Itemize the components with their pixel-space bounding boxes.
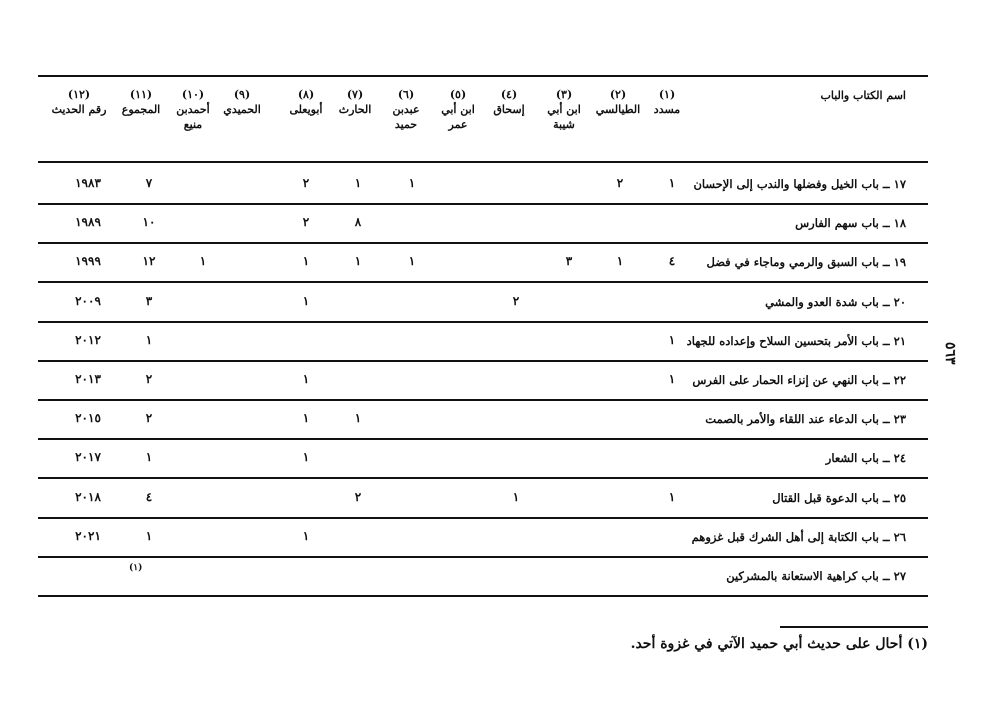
row-title: ٢٣ ــ باب الدعاء عند اللقاء والأمر بالصمت bbox=[705, 412, 906, 426]
header-col-4-num: (٤) bbox=[500, 88, 518, 101]
table-row bbox=[38, 518, 928, 556]
row-hadith-number: ٢٠١٧ bbox=[75, 450, 101, 464]
row-cell-c8: ١ bbox=[302, 411, 310, 425]
header-col-6-label: عبدبن حميد bbox=[392, 103, 420, 131]
row-hadith-number: ٢٠٠٩ bbox=[75, 294, 101, 308]
header-col-10 bbox=[168, 87, 218, 132]
row-cell-c4: ١ bbox=[512, 490, 520, 504]
header-name: اسم الكتاب والباب bbox=[820, 89, 906, 102]
row-cell-c1: ١ bbox=[668, 372, 676, 386]
row-title: ٢٥ ــ باب الدعوة قبل القتال bbox=[772, 491, 906, 505]
header-col-9 bbox=[212, 87, 272, 117]
row-hadith-number: ٢٠١٨ bbox=[75, 490, 101, 504]
row-title: ١٩ ــ باب السبق والرمي وماجاء في فضل bbox=[706, 255, 906, 269]
row-cell-c7: ١ bbox=[354, 176, 362, 190]
table-row bbox=[38, 361, 928, 399]
header-col-1 bbox=[642, 87, 692, 117]
header-col-12-num: (١٢) bbox=[67, 88, 91, 101]
row-hadith-number: ٢٠٢١ bbox=[75, 529, 101, 543]
row-total: ٢ bbox=[145, 411, 153, 425]
row-cell-c8: ١ bbox=[302, 450, 310, 464]
row-hadith-number: ٢٠١٢ bbox=[75, 333, 101, 347]
row-total: (١) bbox=[129, 563, 143, 573]
row-cell-c8: ١ bbox=[302, 294, 310, 308]
row-cell-c2: ٢ bbox=[616, 176, 624, 190]
footnote: (١) أحال على حديث أبي حميد الآتي في غزوة أحد. bbox=[630, 636, 928, 652]
header-col-1-num: (١) bbox=[658, 88, 676, 101]
table-row bbox=[38, 165, 928, 203]
row-cell-c8: ١ bbox=[302, 529, 310, 543]
header-col-3 bbox=[542, 87, 586, 132]
row-total: ١٢ bbox=[142, 254, 156, 268]
header-col-10-num: (١٠) bbox=[181, 88, 205, 101]
header-col-11-label: المجموع bbox=[121, 103, 161, 116]
header-col-7-num: (٧) bbox=[346, 88, 364, 101]
header-col-12 bbox=[44, 87, 114, 117]
header-col-5-num: (٥) bbox=[449, 88, 467, 101]
header-col-12-label: رقم الحديث bbox=[51, 103, 107, 116]
header-col-10-label: أحمدبن منيع bbox=[176, 103, 210, 131]
header-col-1-label: مسدد bbox=[653, 103, 681, 116]
table-row bbox=[38, 243, 928, 281]
row-cell-c1: ١ bbox=[668, 333, 676, 347]
row-total: ٤ bbox=[145, 490, 153, 504]
row-total: ١ bbox=[145, 529, 153, 543]
header-col-9-label: الحميدي bbox=[223, 103, 261, 116]
header-col-4 bbox=[484, 87, 534, 117]
header-col-7-label: الحارث bbox=[338, 103, 372, 116]
row-cell-c2: ١ bbox=[616, 254, 624, 268]
header-bottom-rule bbox=[38, 161, 928, 163]
row-total: ١٠ bbox=[142, 215, 156, 229]
header-col-2-num: (٢) bbox=[609, 88, 627, 101]
header-col-9-num: (٩) bbox=[233, 88, 251, 101]
row-total: ٧ bbox=[145, 176, 153, 190]
header-col-3-label: ابن أبي شيبة bbox=[547, 103, 581, 131]
row-cell-c8: ١ bbox=[302, 372, 310, 386]
header-col-11-num: (١١) bbox=[129, 88, 153, 101]
header-col-8 bbox=[278, 87, 334, 117]
row-total: ٣ bbox=[145, 294, 153, 308]
header-col-11 bbox=[114, 87, 168, 117]
row-title: ٢١ ــ باب الأمر بتحسين السلاح وإعداده للجهاد bbox=[686, 334, 906, 348]
row-title: ٢٠ ــ باب شدة العدو والمشي bbox=[765, 295, 906, 309]
row-divider bbox=[38, 595, 928, 597]
table-top-rule bbox=[38, 75, 928, 77]
row-title: ١٨ ــ باب سهم الفارس bbox=[795, 216, 906, 230]
header-col-8-label: أبويعلى bbox=[289, 103, 323, 116]
row-total: ١ bbox=[145, 333, 153, 347]
header-col-4-label: إسحاق bbox=[493, 103, 525, 116]
row-title: ٢٦ ــ باب الكتابة إلى أهل الشرك قبل غزوهم bbox=[691, 530, 906, 544]
header-col-7 bbox=[330, 87, 380, 117]
row-hadith-number: ٢٠١٣ bbox=[75, 372, 101, 386]
row-hadith-number: ١٩٨٣ bbox=[75, 176, 101, 190]
row-cell-c8: ٢ bbox=[302, 215, 310, 229]
header-col-6 bbox=[384, 87, 428, 132]
table-row bbox=[38, 479, 928, 517]
table-row bbox=[38, 557, 928, 595]
header-col-6-num: (٦) bbox=[397, 88, 415, 101]
row-cell-c8: ١ bbox=[302, 254, 310, 268]
row-hadith-number: ١٩٩٩ bbox=[75, 254, 101, 268]
header-col-8-num: (٨) bbox=[297, 88, 315, 101]
header-col-5-label: ابن أبي عمر bbox=[441, 103, 475, 131]
row-cell-c6: ١ bbox=[408, 176, 416, 190]
row-total: ١ bbox=[145, 450, 153, 464]
row-title: ١٧ ــ باب الخيل وفضلها والندب إلى الإحسان bbox=[693, 177, 906, 191]
row-cell-c1: ١ bbox=[668, 176, 676, 190]
row-title: ٢٢ ــ باب النهي عن إنزاء الحمار على الفرس bbox=[692, 373, 906, 387]
table-row bbox=[38, 439, 928, 477]
row-cell-c7: ١ bbox=[354, 254, 362, 268]
header-col-2-label: الطيالسي bbox=[595, 103, 641, 116]
header-col-2 bbox=[593, 87, 643, 117]
row-total: ٢ bbox=[145, 372, 153, 386]
row-title: ٢٤ ــ باب الشعار bbox=[825, 451, 906, 465]
row-title: ٢٧ ــ باب كراهية الاستعانة بالمشركين bbox=[726, 569, 906, 583]
footnote-rule bbox=[780, 626, 928, 628]
table-row bbox=[38, 283, 928, 321]
row-cell-c7: ٨ bbox=[354, 215, 362, 229]
row-cell-c7: ٢ bbox=[354, 490, 362, 504]
row-cell-c7: ١ bbox=[354, 411, 362, 425]
table-row bbox=[38, 322, 928, 360]
row-cell-c10: ١ bbox=[199, 254, 207, 268]
row-hadith-number: ١٩٨٩ bbox=[75, 215, 101, 229]
row-cell-c4: ٢ bbox=[512, 294, 520, 308]
header-col-3-num: (٣) bbox=[555, 88, 573, 101]
row-cell-c3: ٣ bbox=[565, 254, 573, 268]
row-cell-c8: ٢ bbox=[302, 176, 310, 190]
header-col-5 bbox=[436, 87, 480, 132]
row-cell-c1: ١ bbox=[668, 490, 676, 504]
table-row bbox=[38, 204, 928, 242]
page-number: ٥٦٣ bbox=[942, 342, 958, 365]
table-row bbox=[38, 400, 928, 438]
row-hadith-number: ٢٠١٥ bbox=[75, 411, 101, 425]
row-cell-c1: ٤ bbox=[668, 254, 676, 268]
row-cell-c6: ١ bbox=[408, 254, 416, 268]
